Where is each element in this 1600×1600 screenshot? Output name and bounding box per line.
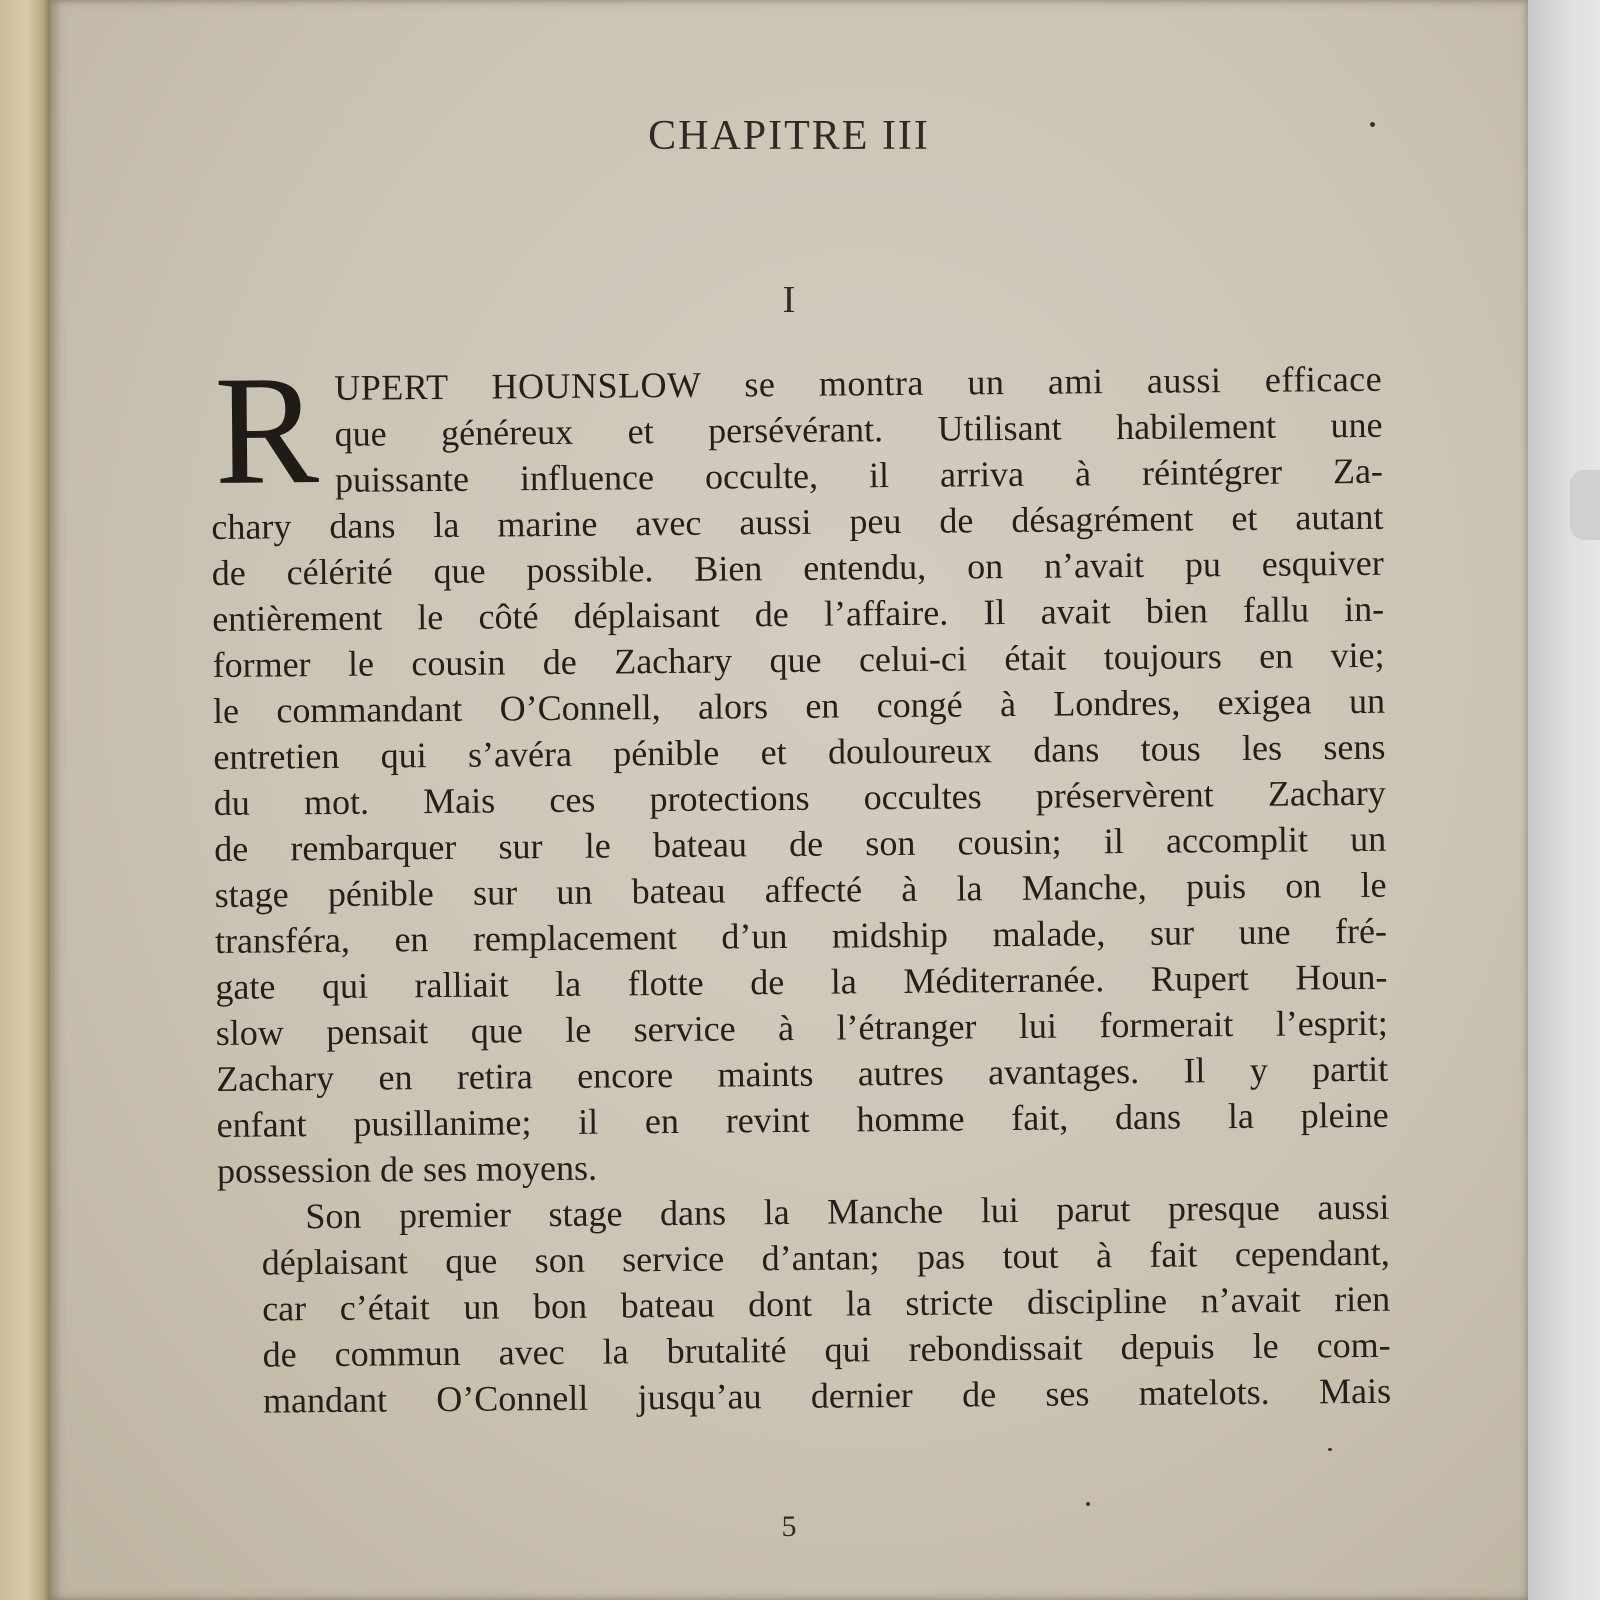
- paper-speck: [1086, 1502, 1090, 1506]
- background-surface: [1528, 0, 1600, 1600]
- body-text: [210, 343, 1392, 1424]
- text-line: stage pénible sur un bateau affecté à la Manche, puis on le: [214, 864, 1387, 915]
- text-line: le commandant O’Connell, alors en congé à Londres, exigea un: [212, 680, 1386, 731]
- page-number: 5: [781, 1510, 797, 1543]
- text-line: possession de ses moyens.: [216, 1147, 598, 1191]
- section-number: I: [782, 279, 796, 321]
- text-line: gate qui ralliait la flotte de la Méditerranée. Rupert Houn-: [215, 956, 1388, 1007]
- text-line: que généreux et persévérant. Utilisant habilement une: [334, 404, 1383, 454]
- text-line: chary dans la marine avec aussi peu de désagrément et autant: [211, 496, 1384, 547]
- paragraph-2: [217, 1184, 1391, 1424]
- text-line: enfant pusillanime; il en revint homme fait, dans la pleine: [216, 1094, 1389, 1145]
- chapter-title: CHAPITRE III: [648, 113, 930, 159]
- book-spine-edge: [0, 0, 50, 1600]
- text-line: Son premier stage dans la Manche lui parut presque aussi: [305, 1186, 1390, 1237]
- paper-speck: [1328, 1448, 1332, 1451]
- page-edge-notch: [1570, 470, 1600, 540]
- drop-cap: R: [213, 343, 320, 517]
- text-line: mandant O’Connell jusqu’au dernier de ses matelots. Mais: [262, 1370, 1392, 1421]
- text-line: déplaisant que son service d’antan; pas tout à fait cependant,: [261, 1232, 1390, 1283]
- text-line: former le cousin de Zachary que celui-ci était toujours en vie;: [212, 634, 1385, 685]
- text-line: transféra, en remplacement d’un midship malade, sur une fré-: [214, 910, 1388, 961]
- paper-speck: [1370, 122, 1375, 127]
- text-line: UPERT HOUNSLOW se montra un ami aussi efficace: [334, 358, 1383, 408]
- text-line: slow pensait que le service à l’étranger lui formerait l’esprit;: [215, 1002, 1388, 1053]
- text-line: Zachary en retira encore maints autres avantages. Il y partit: [216, 1048, 1389, 1099]
- text-line: de commun avec la brutalité qui rebondissait depuis le com-: [262, 1324, 1391, 1375]
- text-line: entretien qui s’avéra pénible et douloureux dans tous les sens: [213, 726, 1386, 777]
- text-line: de célérité que possible. Bien entendu, on n’avait pu esquiver: [211, 542, 1384, 593]
- text-line: de rembarquer sur le bateau de son cousin; il accomplit un: [214, 818, 1387, 869]
- text-line: entièrement le côté déplaisant de l’affaire. Il avait bien fallu in-: [212, 588, 1385, 639]
- text-line: du mot. Mais ces protections occultes préservèrent Zachary: [213, 772, 1386, 823]
- text-line: car c’était un bon bateau dont la stricte discipline n’avait rien: [262, 1278, 1391, 1329]
- book-page: [50, 0, 1528, 1600]
- paragraph-1: [210, 343, 1389, 1194]
- text-line: puissante influence occulte, il arriva à réintégrer Za-: [334, 450, 1384, 500]
